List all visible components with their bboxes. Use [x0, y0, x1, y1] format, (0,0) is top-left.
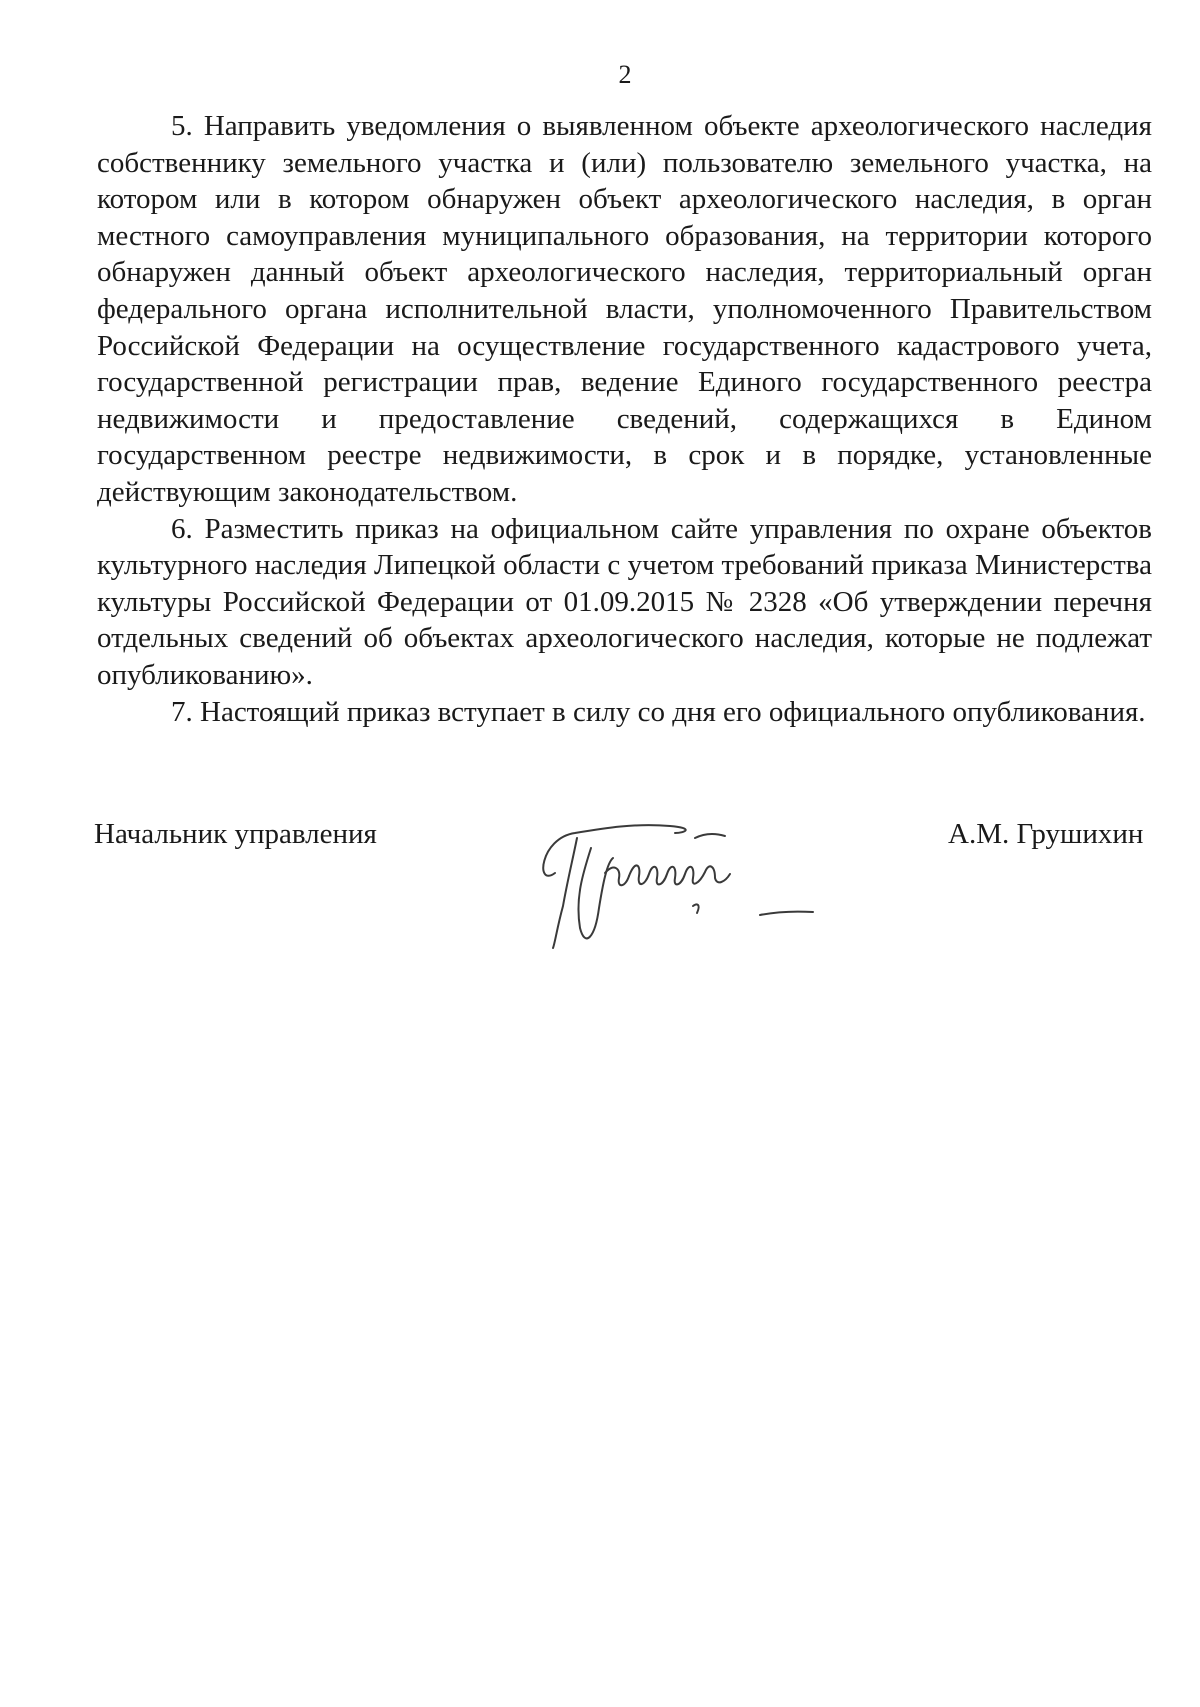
paragraph-7: 7. Настоящий приказ вступает в силу со дня его официального опубликования.: [171, 695, 1146, 728]
handwritten-signature-icon: [495, 778, 855, 958]
signatory-position: Начальник управления: [94, 818, 377, 850]
signatory-name: А.М. Грушихин: [948, 818, 1144, 850]
page-number: 2: [618, 60, 632, 89]
paragraph-6: 6. Разместить приказ на официальном сайте управления по охране объектов культурного наследия Липецкой области с учетом требований приказа Министерства культуры Российской Федерации от 01.09.2015 № 2328 «Об утверждении перечня отдельных сведений об объектах археологического наследия, которые не подлежат опубликованию».: [97, 512, 1152, 691]
signature-block: [0, 818, 1200, 958]
paragraph-5: 5. Направить уведомления о выявленном объекте археологического наследия собственнику земельного участка и (или) пользователю земельного участка, на котором или в котором обнаружен объект археологического наследия, в орган местного самоуправления муниципального образования, на территории которого обнаружен данный объект археологического наследия, территориальный орган федерального органа исполнительной власти, уполномоченного Правительством Российской Федерации на осуществление государственного кадастрового учета, государственной регистрации прав, ведение Единого государственного реестра недвижимости и предоставление сведений, содержащихся в Едином государственном реестре недвижимости, в срок и в порядке, установленные действующим законодательством.: [97, 110, 1152, 508]
document-body: [97, 108, 1152, 730]
